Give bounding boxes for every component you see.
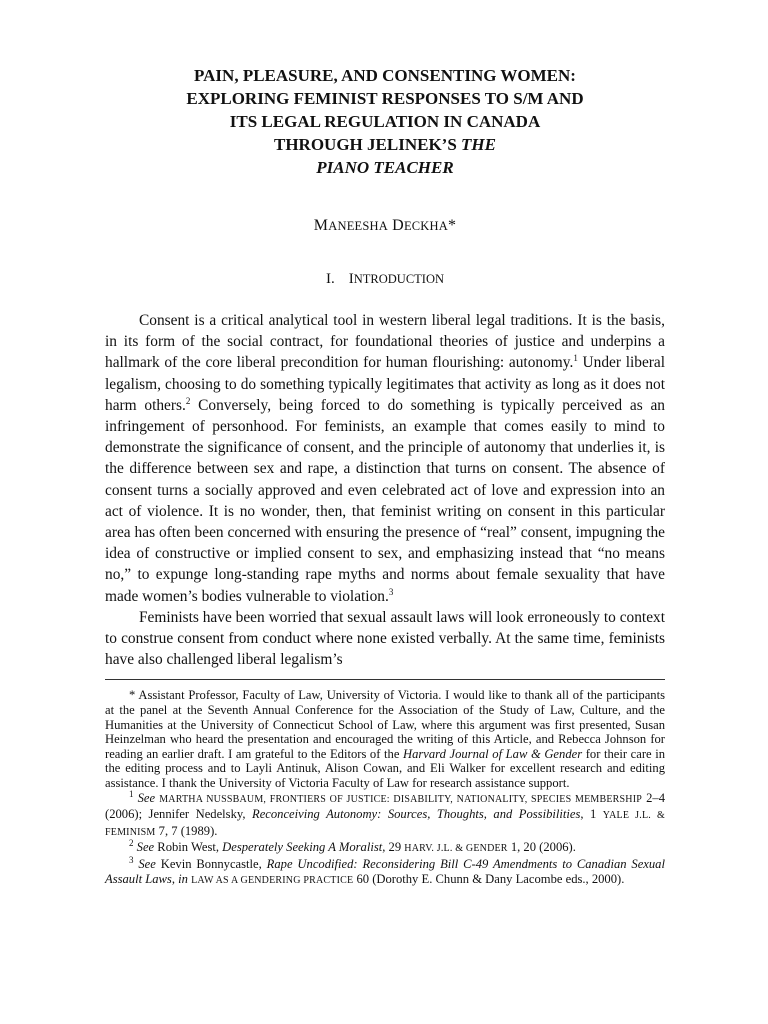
footnote-3-in: in	[178, 871, 188, 886]
author-first-rest: ANEESHA	[328, 219, 388, 233]
footnote-3-text-c: 60 (Dorothy E. Chunn & Dany Lacombe eds., 2000).	[353, 871, 625, 886]
section-title-rest: NTRODUCTION	[353, 272, 445, 286]
footnote-1	[105, 788, 666, 841]
footnote-3-text-b: ,	[171, 871, 179, 886]
paragraph-2: Feminists have been worried that sexual assault laws will look erroneously to context to construe consent from conduct where none existed verbally. At the same time, feminists have also challenged liberal legalism’s	[105, 608, 665, 669]
title-line-5-italic: PIANO TEACHER	[316, 158, 454, 177]
section-initial: I	[348, 271, 354, 287]
footnote-star-journal: Harvard Journal of Law & Gender	[403, 746, 583, 761]
footnote-star-text-a: Assistant Professor, Faculty of Law, University of Victoria. I would like to thank all of the participants at the panel at the Seventh Annual Conference for the Association of the Study of Law, Culture, and the Humanities at the University of Connecticut School of Law, where this argument was first presented, Susan Heinzelman who heard the presentation and encouraged the writing of this Article, and Rebecca Johnson for reading an earlier draft. I am grateful to the Editors of the	[105, 688, 665, 761]
footnote-star	[105, 688, 665, 790]
footnotes	[105, 688, 665, 888]
title-line-3: ITS LEGAL REGULATION IN CANADA	[229, 112, 541, 131]
footnote-2-text-c: 1, 20 (2006).	[507, 840, 576, 855]
title-line-4-text: THROUGH JELINEK’S	[274, 135, 462, 154]
footnote-3-number: 3	[129, 854, 134, 865]
footnote-1-number: 1	[129, 788, 134, 799]
footnote-2-journal: HARV. J.L. & GENDER	[404, 843, 508, 855]
author-first-initial: M	[313, 217, 329, 234]
footnote-1-text-a: 2–4 (2006); Jennifer Nedelsky,	[105, 790, 666, 822]
footnote-3-text-a: Kevin Bonnycastle,	[155, 856, 267, 871]
author-last-rest: ECKHA	[403, 219, 448, 233]
section-heading	[105, 271, 665, 288]
footnote-3-title: Rape Uncodified: Reconsidering Bill C-49 Amendments to Canadian Sexual Assault Laws	[105, 856, 665, 886]
footnote-1-title: Reconceiving Autonomy: Sources, Thoughts, and Possibilities	[252, 807, 581, 822]
footnote-3	[105, 854, 665, 888]
footnote-star-mark: *	[129, 688, 136, 703]
footnote-2-title: Desperately Seeking A Moralist	[222, 840, 383, 855]
footnote-ref-2[interactable]: 2	[185, 395, 191, 406]
section-number: I.	[325, 271, 335, 287]
paragraph-1-part-b: Under liberal legalism, choosing to do something typically legitimates that activity as long as it does not harm others.	[105, 354, 666, 414]
author-footnote-mark: *	[448, 217, 457, 234]
article-title	[105, 64, 665, 179]
author-name	[105, 217, 665, 235]
footnote-1-author: MARTHA NUSSBAUM, FRONTIERS OF JUSTICE: DISABILITY, NATIONALITY, SPECIES MEMBERSHIP	[159, 793, 643, 805]
footnote-1-text-b: , 1	[580, 807, 603, 822]
footnote-star-text-b: for their care in the editing process and to Layli Antinuk, Alison Cowan, and Eli Walker for excellent research and editing assistance. I thank the University of Victoria Faculty of Law for research assistance support.	[105, 746, 665, 791]
footnote-1-journal: YALE J.L. & FEMINISM	[105, 810, 665, 838]
footnote-3-see: See	[138, 856, 156, 871]
footnote-3-book: LAW AS A GENDERING PRACTICE	[191, 874, 354, 886]
title-line-2: EXPLORING FEMINIST RESPONSES TO S/M AND	[186, 89, 584, 108]
title-line-1: PAIN, PLEASURE, AND CONSENTING WOMEN:	[194, 66, 576, 85]
footnote-1-see: See	[137, 790, 156, 805]
paragraph-1-part-c: Conversely, being forced to do something is typically perceived as an infringement of personhood. For feminists, an example that comes easily to mind to demonstrate the significance of consent, and the principle of autonomy that underlies it, is the difference between sex and rape, a distinction that turns on consent. The absence of consent turns a socially approved and even celebrated act of love and expression into an act of violence. It is no wonder, then, that feminist writing on consent in this particular area has often been concerned with ensuring the presence of “real” consent, impugning the idea of constructive or implied consent to sex, and emphasizing instead that “no means no,” to expunge long-standing rape myths and norms about female sexuality that have made women’s bodies vulnerable to violation.	[105, 396, 666, 605]
paragraph-1-part-a: Consent is a critical analytical tool in western liberal legal traditions. It is the basis, in its form of the social contract, for foundational theories of justice and underpins a hallmark of the core liberal precondition for human flourishing: autonomy.	[105, 312, 665, 372]
footnote-ref-1[interactable]: 1	[573, 353, 578, 364]
footnote-2-text-b: , 29	[382, 840, 405, 855]
footnote-ref-3[interactable]: 3	[388, 586, 394, 597]
body-text	[105, 310, 665, 670]
footnote-divider	[105, 679, 665, 680]
paragraph-1	[105, 310, 665, 607]
author-last-initial: D	[392, 217, 404, 234]
footnote-2-see: See	[136, 840, 155, 855]
footnote-2-text-a: Robin West,	[154, 840, 223, 855]
footnote-2	[105, 840, 665, 857]
footnote-1-text-c: 7, 7 (1989).	[155, 823, 218, 838]
title-line-4-italic: THE	[461, 135, 496, 154]
document-page	[105, 64, 665, 888]
title-line-5	[105, 156, 665, 179]
footnote-2-number: 2	[129, 838, 134, 849]
title-line-4	[105, 133, 665, 156]
